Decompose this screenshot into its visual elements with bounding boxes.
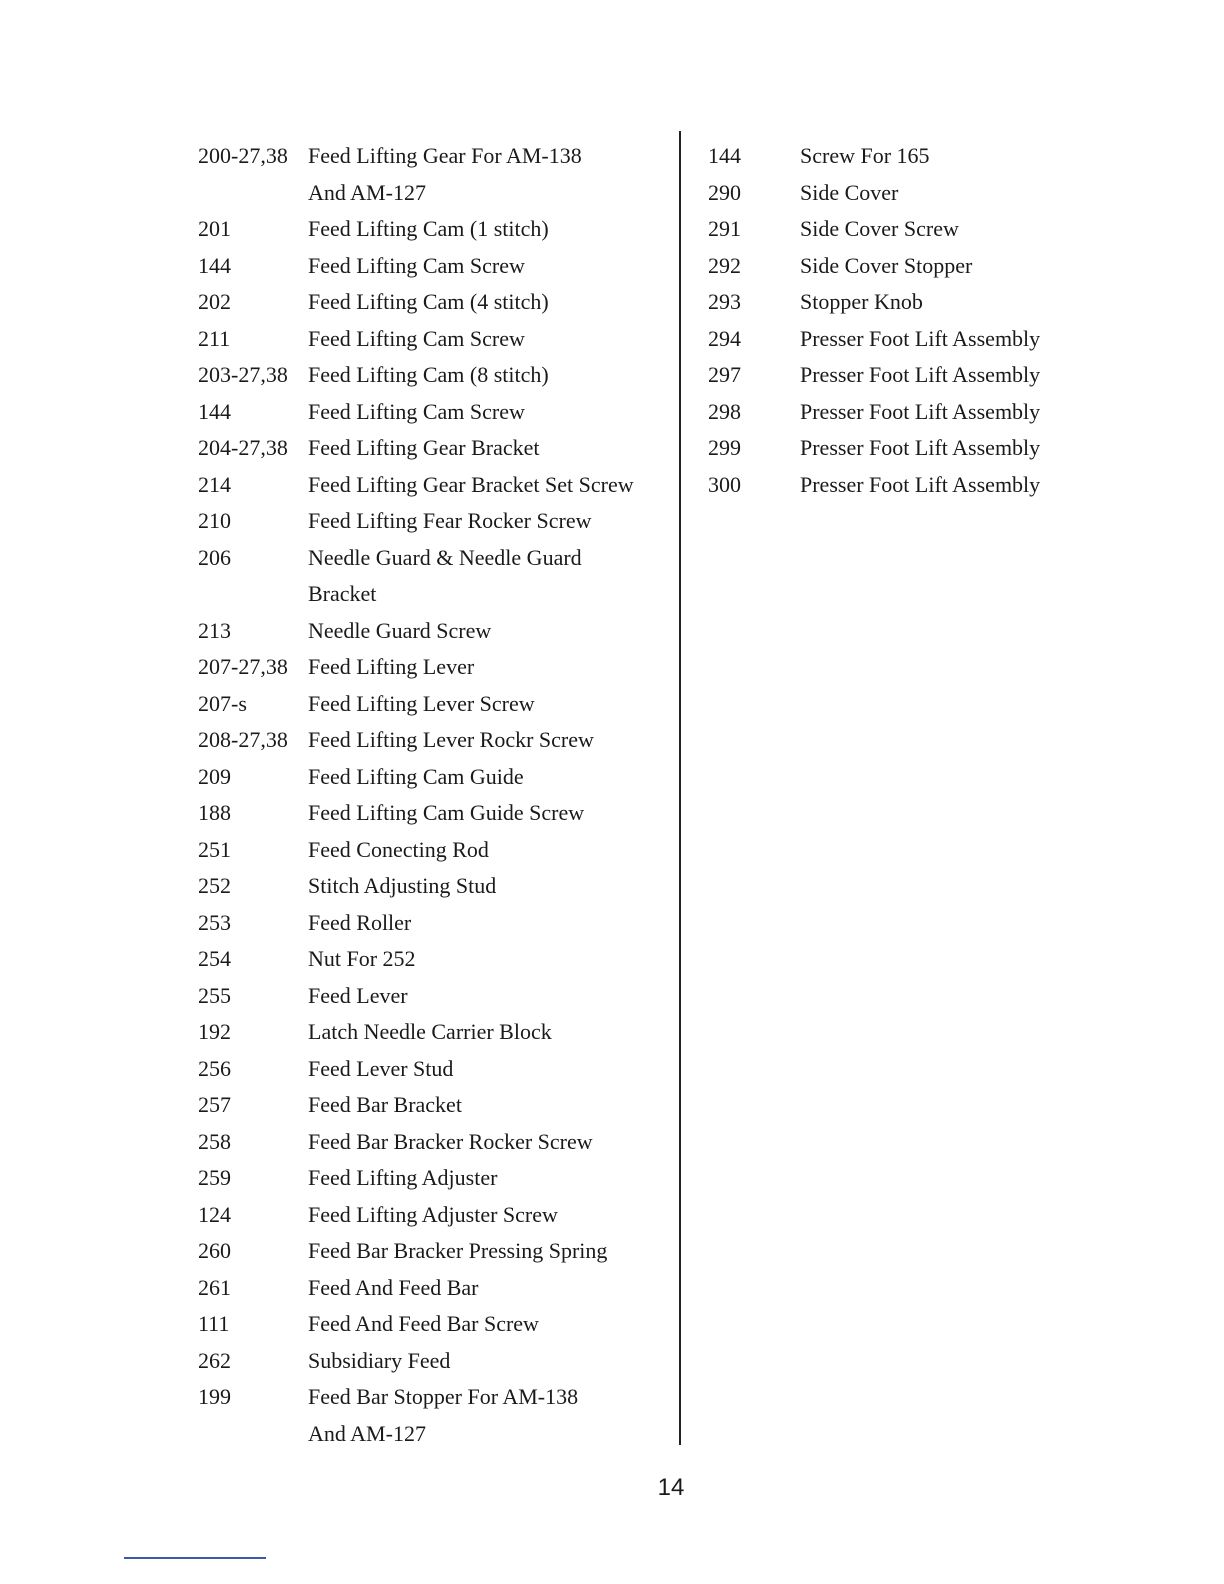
part-number: 292 bbox=[708, 252, 741, 278]
part-number: 144 bbox=[708, 143, 741, 168]
part-number: 291 bbox=[708, 216, 741, 241]
part-number: 262 bbox=[198, 1347, 231, 1373]
parts-row bbox=[198, 1087, 668, 1124]
part-number: 257 bbox=[198, 1092, 231, 1117]
parts-row bbox=[198, 649, 668, 686]
parts-row bbox=[198, 284, 668, 321]
part-number: 255 bbox=[198, 982, 231, 1008]
part-description: Nut For 252 bbox=[308, 946, 416, 971]
part-number: 251 bbox=[198, 836, 231, 862]
part-number: 207-s bbox=[198, 690, 247, 716]
parts-row bbox=[198, 759, 668, 796]
parts-row bbox=[198, 1270, 668, 1307]
part-description: Feed Lifting Lever bbox=[308, 654, 475, 679]
part-number: 261 bbox=[198, 1274, 231, 1300]
part-description: Feed Lifting Cam Screw bbox=[308, 325, 525, 351]
parts-row bbox=[198, 211, 668, 248]
part-number: 111 bbox=[198, 1311, 230, 1336]
part-description: Feed Lifting Cam (8 stitch) bbox=[308, 362, 549, 387]
parts-row bbox=[198, 1233, 668, 1270]
parts-row bbox=[198, 467, 668, 504]
parts-row bbox=[198, 613, 668, 650]
part-number: 256 bbox=[198, 1055, 231, 1081]
part-number: 258 bbox=[198, 1128, 231, 1154]
footnote-rule bbox=[124, 1557, 266, 1559]
part-description-continuation: And AM-127 bbox=[308, 179, 426, 205]
part-number: 207-27,38 bbox=[198, 654, 288, 679]
parts-row bbox=[198, 1014, 668, 1051]
part-number: 300 bbox=[708, 471, 741, 497]
parts-row bbox=[198, 905, 668, 942]
part-number: 210 bbox=[198, 508, 231, 533]
parts-row bbox=[198, 248, 668, 285]
part-description: Presser Foot Lift Assembly bbox=[800, 435, 1041, 460]
parts-row bbox=[198, 795, 668, 832]
part-description: Feed Lifting Cam (1 stitch) bbox=[308, 216, 549, 241]
parts-row bbox=[198, 321, 668, 358]
parts-row bbox=[708, 175, 1108, 212]
part-description: Feed Lever bbox=[308, 982, 408, 1008]
parts-row bbox=[198, 540, 668, 577]
parts-row bbox=[708, 138, 1108, 175]
parts-list-right bbox=[708, 138, 1108, 503]
part-number: 199 bbox=[198, 1384, 231, 1409]
part-number: 208-27,38 bbox=[198, 727, 288, 752]
part-description: Feed Bar Bracket bbox=[308, 1092, 462, 1117]
part-description: Needle Guard & Needle Guard bbox=[308, 544, 582, 570]
parts-row bbox=[708, 284, 1108, 321]
part-number: 144 bbox=[198, 398, 231, 424]
part-description: Feed Bar Bracker Rocker Screw bbox=[308, 1128, 593, 1154]
part-number: 206 bbox=[198, 544, 231, 570]
part-description: Side Cover Screw bbox=[800, 216, 959, 241]
part-description-continuation: And AM-127 bbox=[308, 1420, 426, 1446]
part-description: Feed And Feed Bar bbox=[308, 1274, 479, 1300]
parts-row bbox=[198, 503, 668, 540]
part-number: 144 bbox=[198, 252, 231, 278]
part-description-continuation: Bracket bbox=[308, 581, 377, 606]
parts-row bbox=[198, 430, 668, 467]
parts-row bbox=[198, 1343, 668, 1380]
parts-row bbox=[708, 430, 1108, 467]
parts-row bbox=[708, 211, 1108, 248]
parts-row bbox=[708, 321, 1108, 358]
part-description: Stopper Knob bbox=[800, 289, 923, 314]
part-description: Latch Needle Carrier Block bbox=[308, 1019, 552, 1044]
part-number: 124 bbox=[198, 1201, 231, 1227]
part-description: Feed Lifting Gear Bracket bbox=[308, 435, 540, 460]
part-description: Feed Lifting Cam Guide bbox=[308, 763, 524, 789]
page-number: 14 bbox=[657, 1474, 685, 1501]
part-description: Feed Lifting Adjuster Screw bbox=[308, 1201, 558, 1227]
part-number: 298 bbox=[708, 398, 741, 424]
part-description: Subsidiary Feed bbox=[308, 1347, 451, 1373]
part-number: 214 bbox=[198, 471, 231, 497]
part-number: 259 bbox=[198, 1165, 231, 1190]
part-description: Feed Lifting Cam Screw bbox=[308, 398, 525, 424]
parts-row bbox=[198, 1379, 668, 1416]
part-description: Screw For 165 bbox=[800, 143, 930, 168]
part-description: Presser Foot Lift Assembly bbox=[800, 362, 1041, 387]
part-description: Stitch Adjusting Stud bbox=[308, 873, 497, 898]
part-number: 200-27,38 bbox=[198, 143, 288, 168]
parts-row bbox=[198, 686, 668, 723]
part-number: 290 bbox=[708, 179, 741, 205]
part-description: Feed Conecting Rod bbox=[308, 836, 489, 862]
part-number: 299 bbox=[708, 435, 741, 460]
part-description: Feed And Feed Bar Screw bbox=[308, 1311, 539, 1336]
part-number: 252 bbox=[198, 873, 231, 898]
parts-row bbox=[198, 394, 668, 431]
part-number: 294 bbox=[708, 325, 741, 351]
part-description: Feed Lifting Gear For AM-138 bbox=[308, 143, 582, 168]
part-number: 192 bbox=[198, 1019, 231, 1044]
parts-row bbox=[708, 394, 1108, 431]
parts-row bbox=[708, 357, 1108, 394]
part-description: Feed Lifting Fear Rocker Screw bbox=[308, 508, 592, 533]
parts-row bbox=[198, 1124, 668, 1161]
part-description: Feed Lifting Cam Guide Screw bbox=[308, 800, 585, 825]
parts-row bbox=[198, 832, 668, 869]
part-description: Presser Foot Lift Assembly bbox=[800, 471, 1041, 497]
part-number: 293 bbox=[708, 289, 741, 314]
part-description: Feed Lifting Cam (4 stitch) bbox=[308, 289, 549, 314]
part-description: Feed Lifting Gear Bracket Set Screw bbox=[308, 471, 634, 497]
part-description: Presser Foot Lift Assembly bbox=[800, 398, 1041, 424]
parts-row bbox=[198, 941, 668, 978]
part-description: Side Cover bbox=[800, 179, 899, 205]
part-description: Presser Foot Lift Assembly bbox=[800, 325, 1041, 351]
part-description: Feed Lever Stud bbox=[308, 1055, 454, 1081]
parts-row bbox=[198, 357, 668, 394]
part-number: 203-27,38 bbox=[198, 362, 288, 387]
parts-row bbox=[708, 467, 1108, 504]
part-description: Side Cover Stopper bbox=[800, 252, 973, 278]
column-divider bbox=[679, 131, 681, 1445]
parts-row bbox=[198, 138, 668, 175]
part-number: 209 bbox=[198, 763, 231, 789]
part-description: Feed Lifting Lever Rockr Screw bbox=[308, 727, 594, 752]
parts-row bbox=[198, 1051, 668, 1088]
part-number: 254 bbox=[198, 946, 231, 971]
parts-row bbox=[198, 1160, 668, 1197]
part-description: Feed Lifting Adjuster bbox=[308, 1165, 498, 1190]
part-description: Feed Roller bbox=[308, 909, 412, 935]
part-description: Feed Lifting Cam Screw bbox=[308, 252, 525, 278]
part-number: 211 bbox=[198, 325, 231, 351]
part-number: 204-27,38 bbox=[198, 435, 288, 460]
part-number: 188 bbox=[198, 800, 231, 825]
part-description: Needle Guard Screw bbox=[308, 617, 492, 643]
parts-row bbox=[708, 248, 1108, 285]
part-description: Feed Bar Bracker Pressing Spring bbox=[308, 1238, 608, 1263]
part-number: 213 bbox=[198, 617, 231, 643]
parts-row bbox=[198, 868, 668, 905]
part-description: Feed Lifting Lever Screw bbox=[308, 690, 535, 716]
page-number-container bbox=[0, 1474, 1224, 1502]
parts-row bbox=[198, 722, 668, 759]
part-number: 201 bbox=[198, 216, 231, 241]
part-number: 202 bbox=[198, 289, 231, 314]
parts-row bbox=[198, 978, 668, 1015]
part-description: Feed Bar Stopper For AM-138 bbox=[308, 1384, 579, 1409]
part-number: 260 bbox=[198, 1238, 231, 1263]
parts-row bbox=[198, 1197, 668, 1234]
part-number: 297 bbox=[708, 362, 741, 387]
parts-row bbox=[198, 1306, 668, 1343]
parts-list-left bbox=[198, 138, 668, 1452]
part-number: 253 bbox=[198, 909, 231, 935]
